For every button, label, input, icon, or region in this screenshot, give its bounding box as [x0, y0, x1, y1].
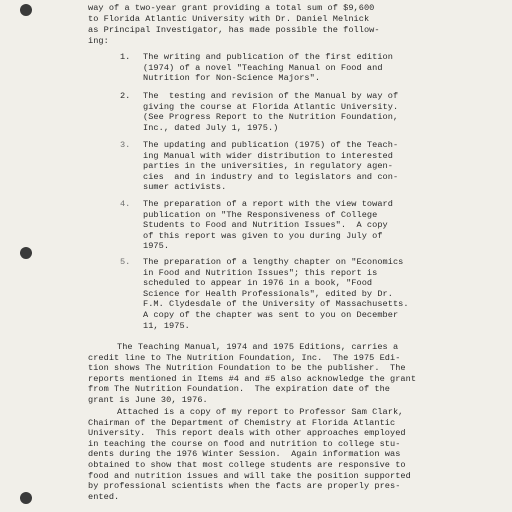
paragraph-line: by professional scientists when the facts are properly pres-	[88, 481, 401, 492]
item-text-line: of this report was given to you during July of	[143, 230, 383, 241]
item-text-line: The testing and revision of the Manual by way of	[143, 91, 399, 101]
item-text-line: The updating and publication (1975) of the Teach-	[143, 140, 399, 150]
item-text-line: parties in the universities, in regulatory agen-	[143, 161, 393, 172]
intro-line: way of a two-year grant providing a total sum of $9,600	[88, 3, 375, 13]
item-text-line: 11, 1975.	[143, 320, 190, 331]
paragraph-line: credit line to The Nutrition Foundation, Inc. The 1975 Edi-	[88, 352, 401, 363]
paragraph-line: dents during the 1976 Winter Session. Again information was	[88, 449, 401, 460]
paragraph-line: tion shows The Nutrition Foundation to be the publisher. The	[88, 363, 406, 374]
item-text-line: The preparation of a report with the view toward	[143, 199, 393, 209]
item-text-line: (1974) of a novel "Teaching Manual on Food and	[143, 62, 383, 73]
binder-hole-middle	[20, 247, 32, 259]
item-text-line: ing Manual with wider distribution to interested	[143, 150, 393, 161]
paragraph-line: grant is June 30, 1976.	[88, 395, 208, 405]
paragraph-line: in teaching the course on food and nutrition to college stu-	[88, 438, 401, 449]
item-number: 4.	[120, 199, 131, 209]
item-number: 3.	[120, 140, 131, 150]
item-number: 2.	[120, 91, 131, 101]
paragraph-line: obtained to show that most college students are responsive to	[88, 460, 406, 470]
paragraph-line: Chairman of the Department of Chemistry at Florida Atlantic	[88, 417, 396, 428]
item-number: 1.	[120, 52, 131, 62]
item-text-line: scheduled to appear in 1976 in a book, "Food	[143, 278, 373, 289]
item-text-line: Students to Food and Nutrition Issues". A copy	[143, 220, 388, 231]
item-text-line: publication on "The Responsiveness of College	[143, 209, 378, 220]
binder-hole-bottom	[20, 492, 32, 504]
item-text-line: Inc., dated July 1, 1975.)	[143, 122, 279, 133]
item-text-line: giving the course at Florida Atlantic University.	[143, 101, 399, 112]
item-text-line: 1975.	[143, 241, 170, 252]
paragraph-line: The Teaching Manual, 1974 and 1975 Editions, carries a	[117, 342, 399, 352]
paragraph-line: food and nutrition issues and will take the position supported	[88, 470, 411, 481]
binder-hole-top	[20, 4, 32, 16]
item-text-line: The preparation of a lengthy chapter on "Economics	[143, 257, 404, 267]
paragraph-line: University. This report deals with other approaches employed	[88, 428, 406, 439]
intro-line: as Principal Investigator, has made possible the follow-	[88, 25, 380, 35]
item-text-line: The writing and publication of the first edition	[143, 52, 393, 62]
item-text-line: Nutrition for Non-Science Majors".	[143, 73, 321, 84]
paragraph-line: Attached is a copy of my report to Professor Sam Clark,	[117, 407, 404, 417]
intro-line: ing:	[88, 36, 109, 46]
paragraph-line: from The Nutrition Foundation. The expiration date of the	[88, 384, 391, 395]
paragraph-line: ented.	[88, 491, 120, 502]
item-text-line: F.M. Clydesdale of the University of Massachusetts.	[143, 299, 409, 310]
item-text-line: in Food and Nutrition Issues"; this report is	[143, 267, 378, 278]
item-text-line: sumer activists.	[143, 182, 227, 193]
item-text-line: cies and in industry and to legislators and con-	[143, 171, 399, 182]
paragraph-line: reports mentioned in Items #4 and #5 also acknowledge the grant	[88, 373, 417, 384]
item-text-line: (See Progress Report to the Nutrition Foundation,	[143, 112, 399, 123]
intro-line: to Florida Atlantic University with Dr. Daniel Melnick	[88, 14, 370, 24]
item-text-line: Science for Health Professionals", edited by Dr.	[143, 288, 393, 299]
item-text-line: A copy of the chapter was sent to you on December	[143, 310, 399, 320]
item-number: 5.	[120, 257, 131, 267]
